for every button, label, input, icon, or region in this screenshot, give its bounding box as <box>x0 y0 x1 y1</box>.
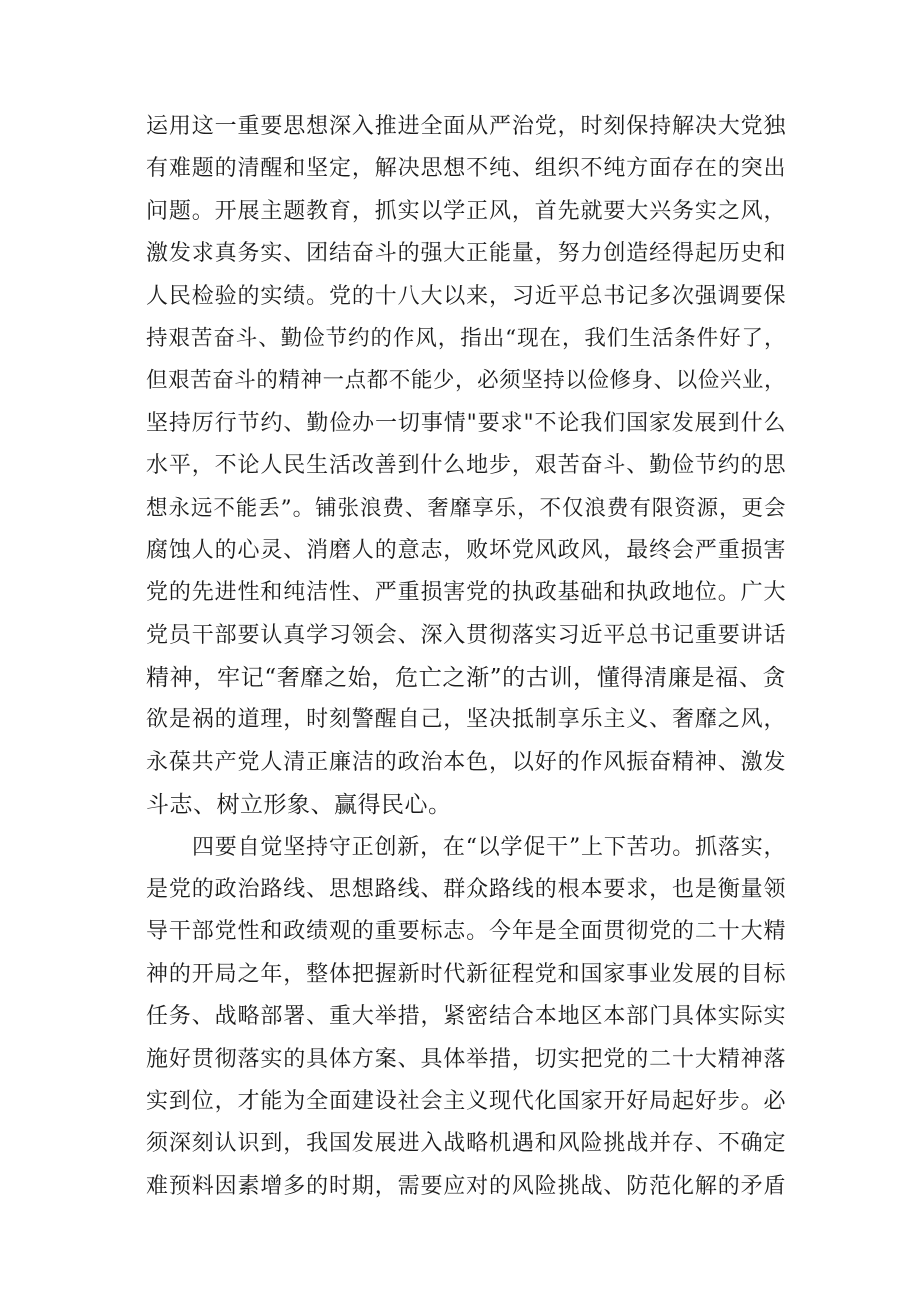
text-line: 水平，不论人民生活改善到什么地步，艰苦奋斗、勤俭节约的思 <box>146 453 786 479</box>
text-line: 运用这一重要思想深入推进全面从严治党，时刻保持解决大党独 <box>146 114 786 139</box>
text-line: 神的开局之年，整体把握新时代新征程党和国家事业发展的目标 <box>146 961 786 987</box>
paragraph-2 <box>146 827 786 1209</box>
text-line: 须深刻认识到，我国发展进入战略机遇和风险挑战并存、不确定 <box>146 1131 786 1157</box>
text-line: 难预料因素增多的时期，需要应对的风险挑战、防范化解的矛盾 <box>146 1173 786 1199</box>
text-line: 激发求真务实、团结奋斗的强大正能量，努力创造经得起历史和 <box>146 241 786 267</box>
text-line: 是党的政治路线、思想路线、群众路线的根本要求，也是衡量领 <box>146 877 786 903</box>
text-line: 永葆共产党人清正廉洁的政治本色，以好的作风振奋精神、激发 <box>146 749 786 775</box>
text-line: 党员干部要认真学习领会、深入贯彻落实习近平总书记重要讲话 <box>146 622 786 648</box>
text-line: 精神，牢记“奢靡之始，危亡之渐”的古训，懂得清廉是福、贪 <box>146 665 786 692</box>
text-line: 坚持厉行节约、勤俭办一切事情"要求"不论我们国家发展到什么 <box>146 410 786 436</box>
text-line: 持艰苦奋斗、勤俭节约的作风，指出“现在，我们生活条件好了， <box>146 325 786 351</box>
text-line: 有难题的清醒和坚定，解决思想不纯、组织不纯方面存在的突出 <box>146 156 786 182</box>
text-line: 问题。开展主题教育，抓实以学正风，首先就要大兴务实之风， <box>146 198 786 224</box>
text-line: 实到位，才能为全面建设社会主义现代化国家开好局起好步。必 <box>146 1088 786 1114</box>
text-line: 人民检验的实绩。党的十八大以来，习近平总书记多次强调要保 <box>146 283 786 309</box>
text-line: 腐蚀人的心灵、消磨人的意志，败坏党风政风，最终会严重损害 <box>146 537 786 563</box>
text-line: 想永远不能丢”。铺张浪费、奢靡享乐，不仅浪费有限资源，更会 <box>146 495 786 521</box>
text-line: 四要自觉坚持守正创新，在“以学促干”上下苦功。抓落实， <box>192 834 786 860</box>
text-line: 党的先进性和纯洁性、严重损害党的执政基础和执政地位。广大 <box>146 580 786 606</box>
document-body <box>146 106 786 1208</box>
text-line: 欲是祸的道理，时刻警醒自己，坚决抵制享乐主义、奢靡之风， <box>146 707 786 733</box>
text-line: 任务、战略部署、重大举措，紧密结合本地区本部门具体实际实 <box>146 1004 786 1030</box>
text-line: 斗志、树立形象、赢得民心。 <box>146 792 452 819</box>
text-line: 导干部党性和政绩观的重要标志。今年是全面贯彻党的二十大精 <box>146 919 786 945</box>
paragraph-1 <box>146 106 786 827</box>
text-line: 但艰苦奋斗的精神一点都不能少，必须坚持以俭修身、以俭兴业， <box>146 368 786 394</box>
text-line: 施好贯彻落实的具体方案、具体举措，切实把党的二十大精神落 <box>146 1046 786 1072</box>
